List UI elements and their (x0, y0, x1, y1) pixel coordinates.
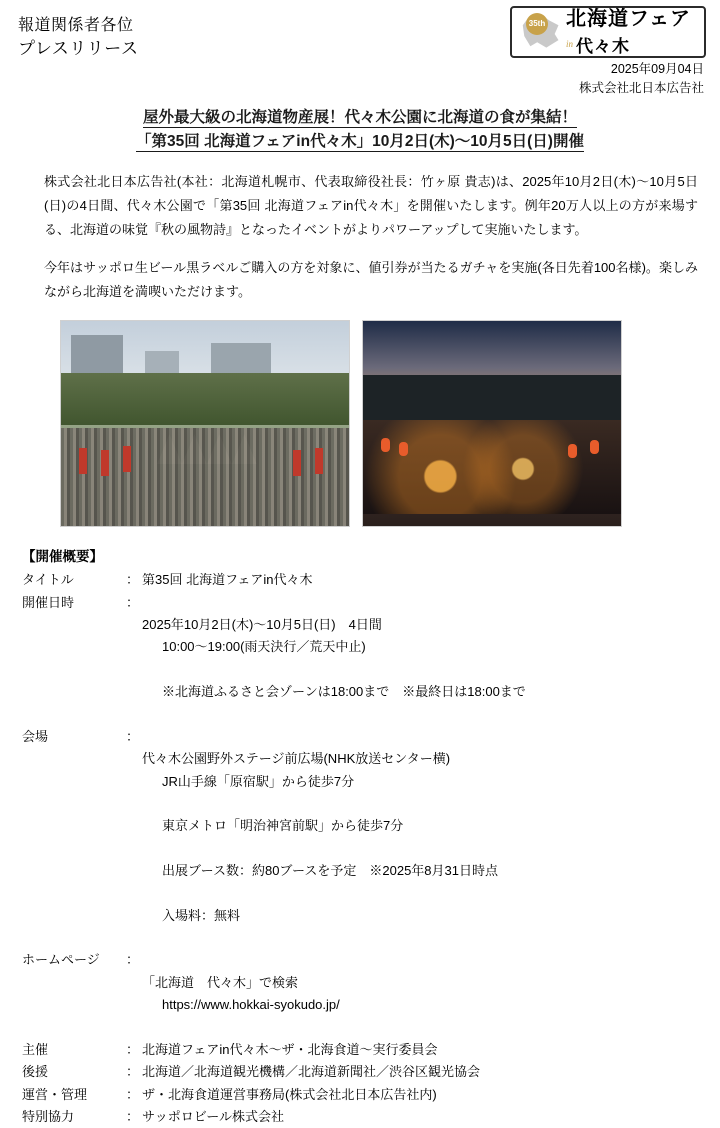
body-paragraph-1: 株式会社北日本広告社(本社：北海道札幌市、代表取締役社長：竹ヶ原 貴志)は、2025年10月2日(木)〜10月5日(日)の4日間、代々木公園で「第35回 北海道フェアin代々木」を開催いたします。例年20万人以上の方が来場する、北海道の味覚『秋の風物詩』となったイベントがよりパワーアップして実施いたします。 (44, 174, 698, 238)
table-row (22, 949, 526, 1038)
photo-lantern-2 (399, 442, 408, 456)
row-label: ホームページ (22, 952, 100, 968)
release-date: 2025年09月04日 (610, 62, 704, 76)
row-subline: ※北海道ふるさと会ゾーンは18:00まで ※最終日は18:00まで (162, 684, 526, 700)
row-value-main: 「北海道 代々木」で検索 (142, 974, 299, 990)
photo-flag-2 (101, 450, 109, 476)
row-value: 北海道フェアin代々木〜ザ・北海食道〜実行委員会 (142, 1041, 438, 1057)
row-value (142, 592, 526, 726)
table-row (22, 1039, 526, 1061)
row-value (142, 726, 526, 950)
row-colon: ： (126, 1064, 140, 1080)
row-label: 開催日時 (22, 594, 75, 610)
photo-lantern-4 (568, 444, 577, 458)
hokkaido-map-icon (518, 11, 564, 53)
row-value: ザ・北海食道運営事務局(株式会社北日本広告社内) (142, 1086, 437, 1102)
press-recipient-line: 報道関係者各位 (18, 17, 134, 34)
logo-subtitle (566, 32, 691, 57)
event-logo (510, 6, 706, 58)
logo-title: 北海道フェア (566, 7, 691, 30)
page-title (0, 106, 720, 154)
row-colon: ： (126, 728, 140, 744)
row-label: 後援 (22, 1064, 49, 1080)
row-value-main: 2025年10月2日(木)〜10月5日(日) 4日間 (142, 616, 382, 632)
photo-lantern-3 (590, 440, 599, 454)
row-colon: ： (126, 572, 140, 588)
title-line-1 (143, 106, 577, 130)
press-release-label: プレスリリース (18, 39, 139, 59)
title-line-2 (136, 130, 584, 154)
photo-row (60, 320, 698, 527)
row-colon: ： (126, 594, 140, 610)
row-value: 第35回 北海道フェアin代々木 (142, 572, 313, 588)
photo-flag-5 (293, 450, 301, 476)
photo-flag-1 (79, 448, 87, 474)
table-row (22, 1084, 526, 1106)
body-paragraph-2: 今年はサッポロ生ビール黒ラベルご購入の方を対象に、値引券が当たるガチャを実施(各日先着100名様)。楽しみながら北海道を満喫いただけます。 (44, 260, 698, 300)
table-row (22, 592, 526, 726)
row-label: 主催 (22, 1041, 49, 1057)
overview-heading: 【開催概要】 (22, 549, 103, 565)
table-row (22, 1106, 526, 1128)
photo-flag-4 (315, 448, 323, 474)
row-subline: JR山手線「原宿駅」から徒歩7分 (162, 773, 355, 789)
issuing-company: 株式会社北日本広告社 (578, 80, 704, 95)
logo-place: 代々木 (576, 36, 631, 56)
row-value-main: 代々木公園野外ステージ前広場(NHK放送センター横) (142, 751, 451, 767)
header-left-text (18, 14, 138, 62)
table-row (22, 569, 526, 591)
homepage-url[interactable]: https://www.hokkai-syokudo.jp/ (162, 997, 340, 1013)
row-value (142, 949, 526, 1038)
photo-night-treeline (363, 375, 621, 420)
row-label: 会場 (22, 728, 49, 744)
row-value: サッポロビール株式会社 (142, 1108, 284, 1124)
logo-in-word: in (566, 39, 574, 49)
night-festival-photo (362, 320, 622, 527)
table-row (22, 726, 526, 950)
document-header (0, 0, 720, 95)
logo-text (566, 8, 691, 57)
title-line-1-text: 屋外最大級の北海道物産展！代々木公園に北海道の食が集結！ (142, 109, 577, 126)
daytime-festival-photo (60, 320, 350, 527)
title-line-2-text: 「第35回 北海道フェアin代々木」10月2日(木)〜10月5日(日)開催 (136, 133, 584, 151)
table-row (22, 1061, 526, 1083)
anniversary-badge: 35th (526, 13, 548, 35)
header-meta (579, 60, 704, 98)
row-colon: ： (126, 1041, 140, 1057)
row-colon: ： (126, 952, 140, 968)
row-subline: 入場料：無料 (162, 907, 241, 923)
photo-flag-3 (123, 446, 131, 472)
row-label: 特別協力 (22, 1108, 75, 1124)
photo-night-stalls (363, 420, 621, 514)
row-subline: 東京メトロ「明治神宮前駅」から徒歩7分 (162, 818, 404, 834)
row-colon: ： (126, 1108, 140, 1124)
photo-lantern-1 (381, 438, 390, 452)
photo-crowd (61, 428, 349, 526)
row-label: 運営・管理 (22, 1086, 88, 1102)
photo-treeline (61, 373, 349, 425)
row-label: タイトル (22, 572, 74, 588)
row-subline: 10:00〜19:00(雨天決行／荒天中止) (162, 639, 366, 655)
overview-table (22, 569, 526, 1128)
row-subline: 出展ブース数：約80ブースを予定 ※2025年8月31日時点 (162, 862, 498, 878)
row-value: 北海道／北海道観光機構／北海道新聞社／渋谷区観光協会 (142, 1064, 481, 1080)
row-colon: ： (126, 1086, 140, 1102)
